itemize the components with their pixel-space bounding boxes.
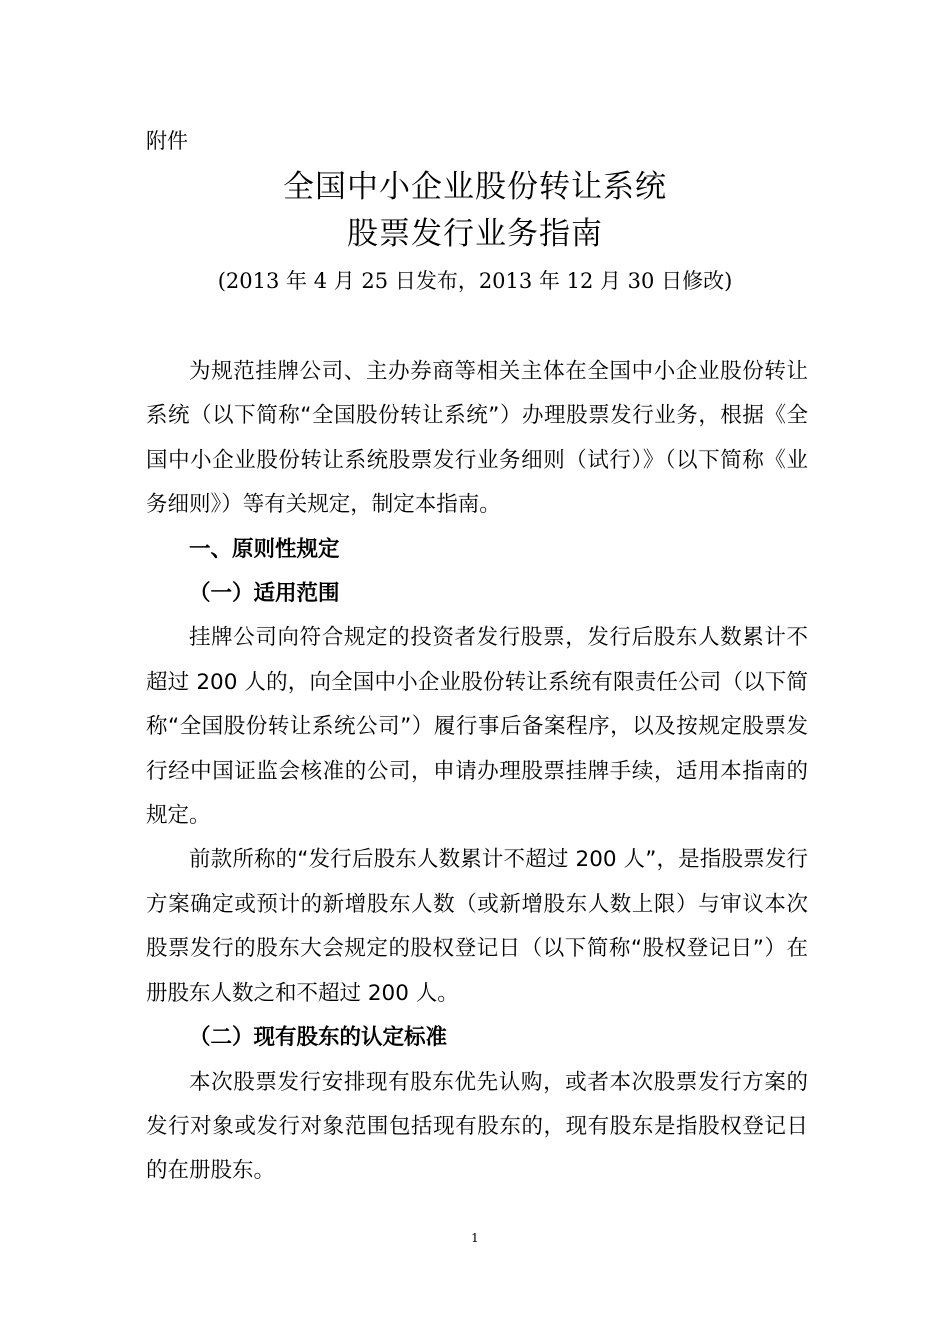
scope-paragraph-1: 挂牌公司向符合规定的投资者发行股票，发行后股东人数累计不超过 200 人的，向全国中小企业股份转让系统有限责任公司（以下简称“全国股份转让系统公司”）履行事后备案程序，以及按规定股票发行经中国证监会核准的公司，申请办理股票挂牌手续，适用本指南的规定。 — [146, 625, 808, 829]
document-title-line-2: 股票发行业务指南 — [347, 216, 603, 252]
page-number: 1 — [471, 1231, 479, 1245]
document-subtitle-dates: (2013 年 4 月 25 日发布，2013 年 12 月 30 日修改) — [217, 269, 733, 293]
intro-paragraph: 为规范挂牌公司、主办券商等相关主体在全国中小企业股份转让系统（以下简称“全国股份转让系统”）办理股票发行业务，根据《全国中小企业股份转让系统股票发行业务细则（试行）》（以下简称《业务细则》）等有关规定，制定本指南。 — [146, 359, 808, 518]
subsection-heading-existing-shareholders: （二）现有股东的认定标准 — [189, 1025, 448, 1051]
document-title-line-1: 全国中小企业股份转让系统 — [283, 169, 667, 205]
subsection-heading-scope: （一）适用范围 — [189, 581, 340, 607]
section-heading-principles: 一、原则性规定 — [189, 536, 340, 562]
attachment-label: 附件 — [146, 129, 188, 153]
document-body — [146, 350, 808, 1194]
scope-paragraph-2: 前款所称的“发行后股东人数累计不超过 200 人”，是指股票发行方案确定或预计的新增股东人数（或新增股东人数上限）与审议本次股票发行的股东大会规定的股权登记日（以下简称“股权登记日”）在册股东人数之和不超过 200 人。 — [146, 847, 808, 1006]
existing-shareholders-paragraph: 本次股票发行安排现有股东优先认购，或者本次股票发行方案的发行对象或发行对象范围包括现有股东的，现有股东是指股权登记日的在册股东。 — [146, 1069, 808, 1184]
